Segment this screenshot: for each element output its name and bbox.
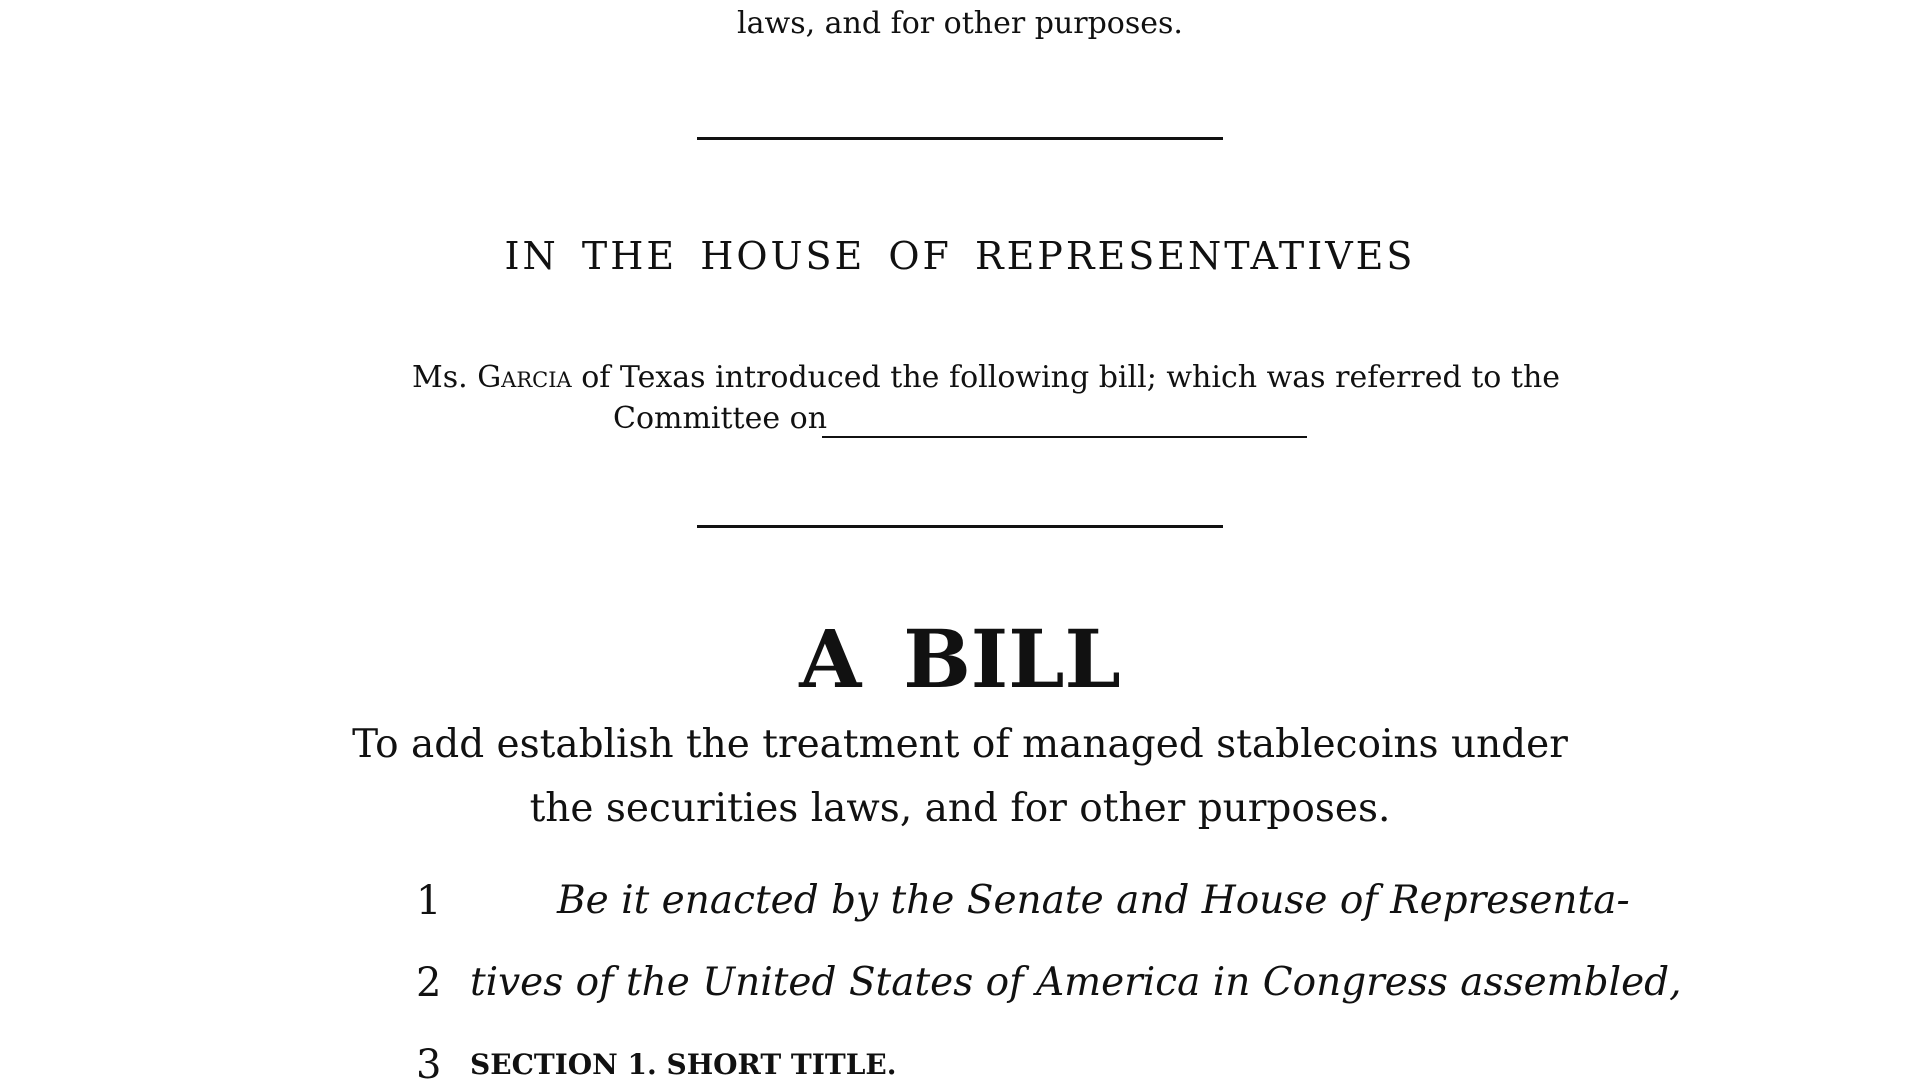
line-number: 3 — [416, 1042, 442, 1088]
introduction-text: of Texas introduced the following bill; which was referred to the — [581, 360, 1561, 395]
line-number: 2 — [416, 960, 442, 1006]
sponsor-name: Garcia — [477, 360, 572, 395]
chamber-heading: IN THE HOUSE OF REPRESENTATIVES — [504, 234, 1416, 278]
section-heading: SECTION 1. SHORT TITLE. — [470, 1048, 897, 1081]
committee-blank-line — [822, 436, 1307, 438]
divider-rule — [697, 137, 1223, 140]
purpose-line-1: To add establish the treatment of managed stablecoins under — [352, 722, 1568, 767]
title-tail: laws, and for other purposes. — [737, 6, 1183, 41]
introduction-line-1 — [412, 360, 1560, 395]
enacting-clause-line-1: Be it enacted by the Senate and House of Representa- — [557, 878, 1630, 923]
committee-label: Committee on — [613, 401, 828, 436]
divider-rule — [697, 525, 1223, 528]
enacting-clause-line-2: tives of the United States of America in Congress assembled, — [470, 960, 1682, 1005]
line-number: 1 — [416, 878, 442, 924]
introduction-line-2 — [613, 401, 827, 436]
purpose-line-2: the securities laws, and for other purposes. — [529, 786, 1391, 831]
bill-heading: A BILL — [799, 612, 1121, 706]
sponsor-prefix: Ms. — [412, 360, 468, 395]
